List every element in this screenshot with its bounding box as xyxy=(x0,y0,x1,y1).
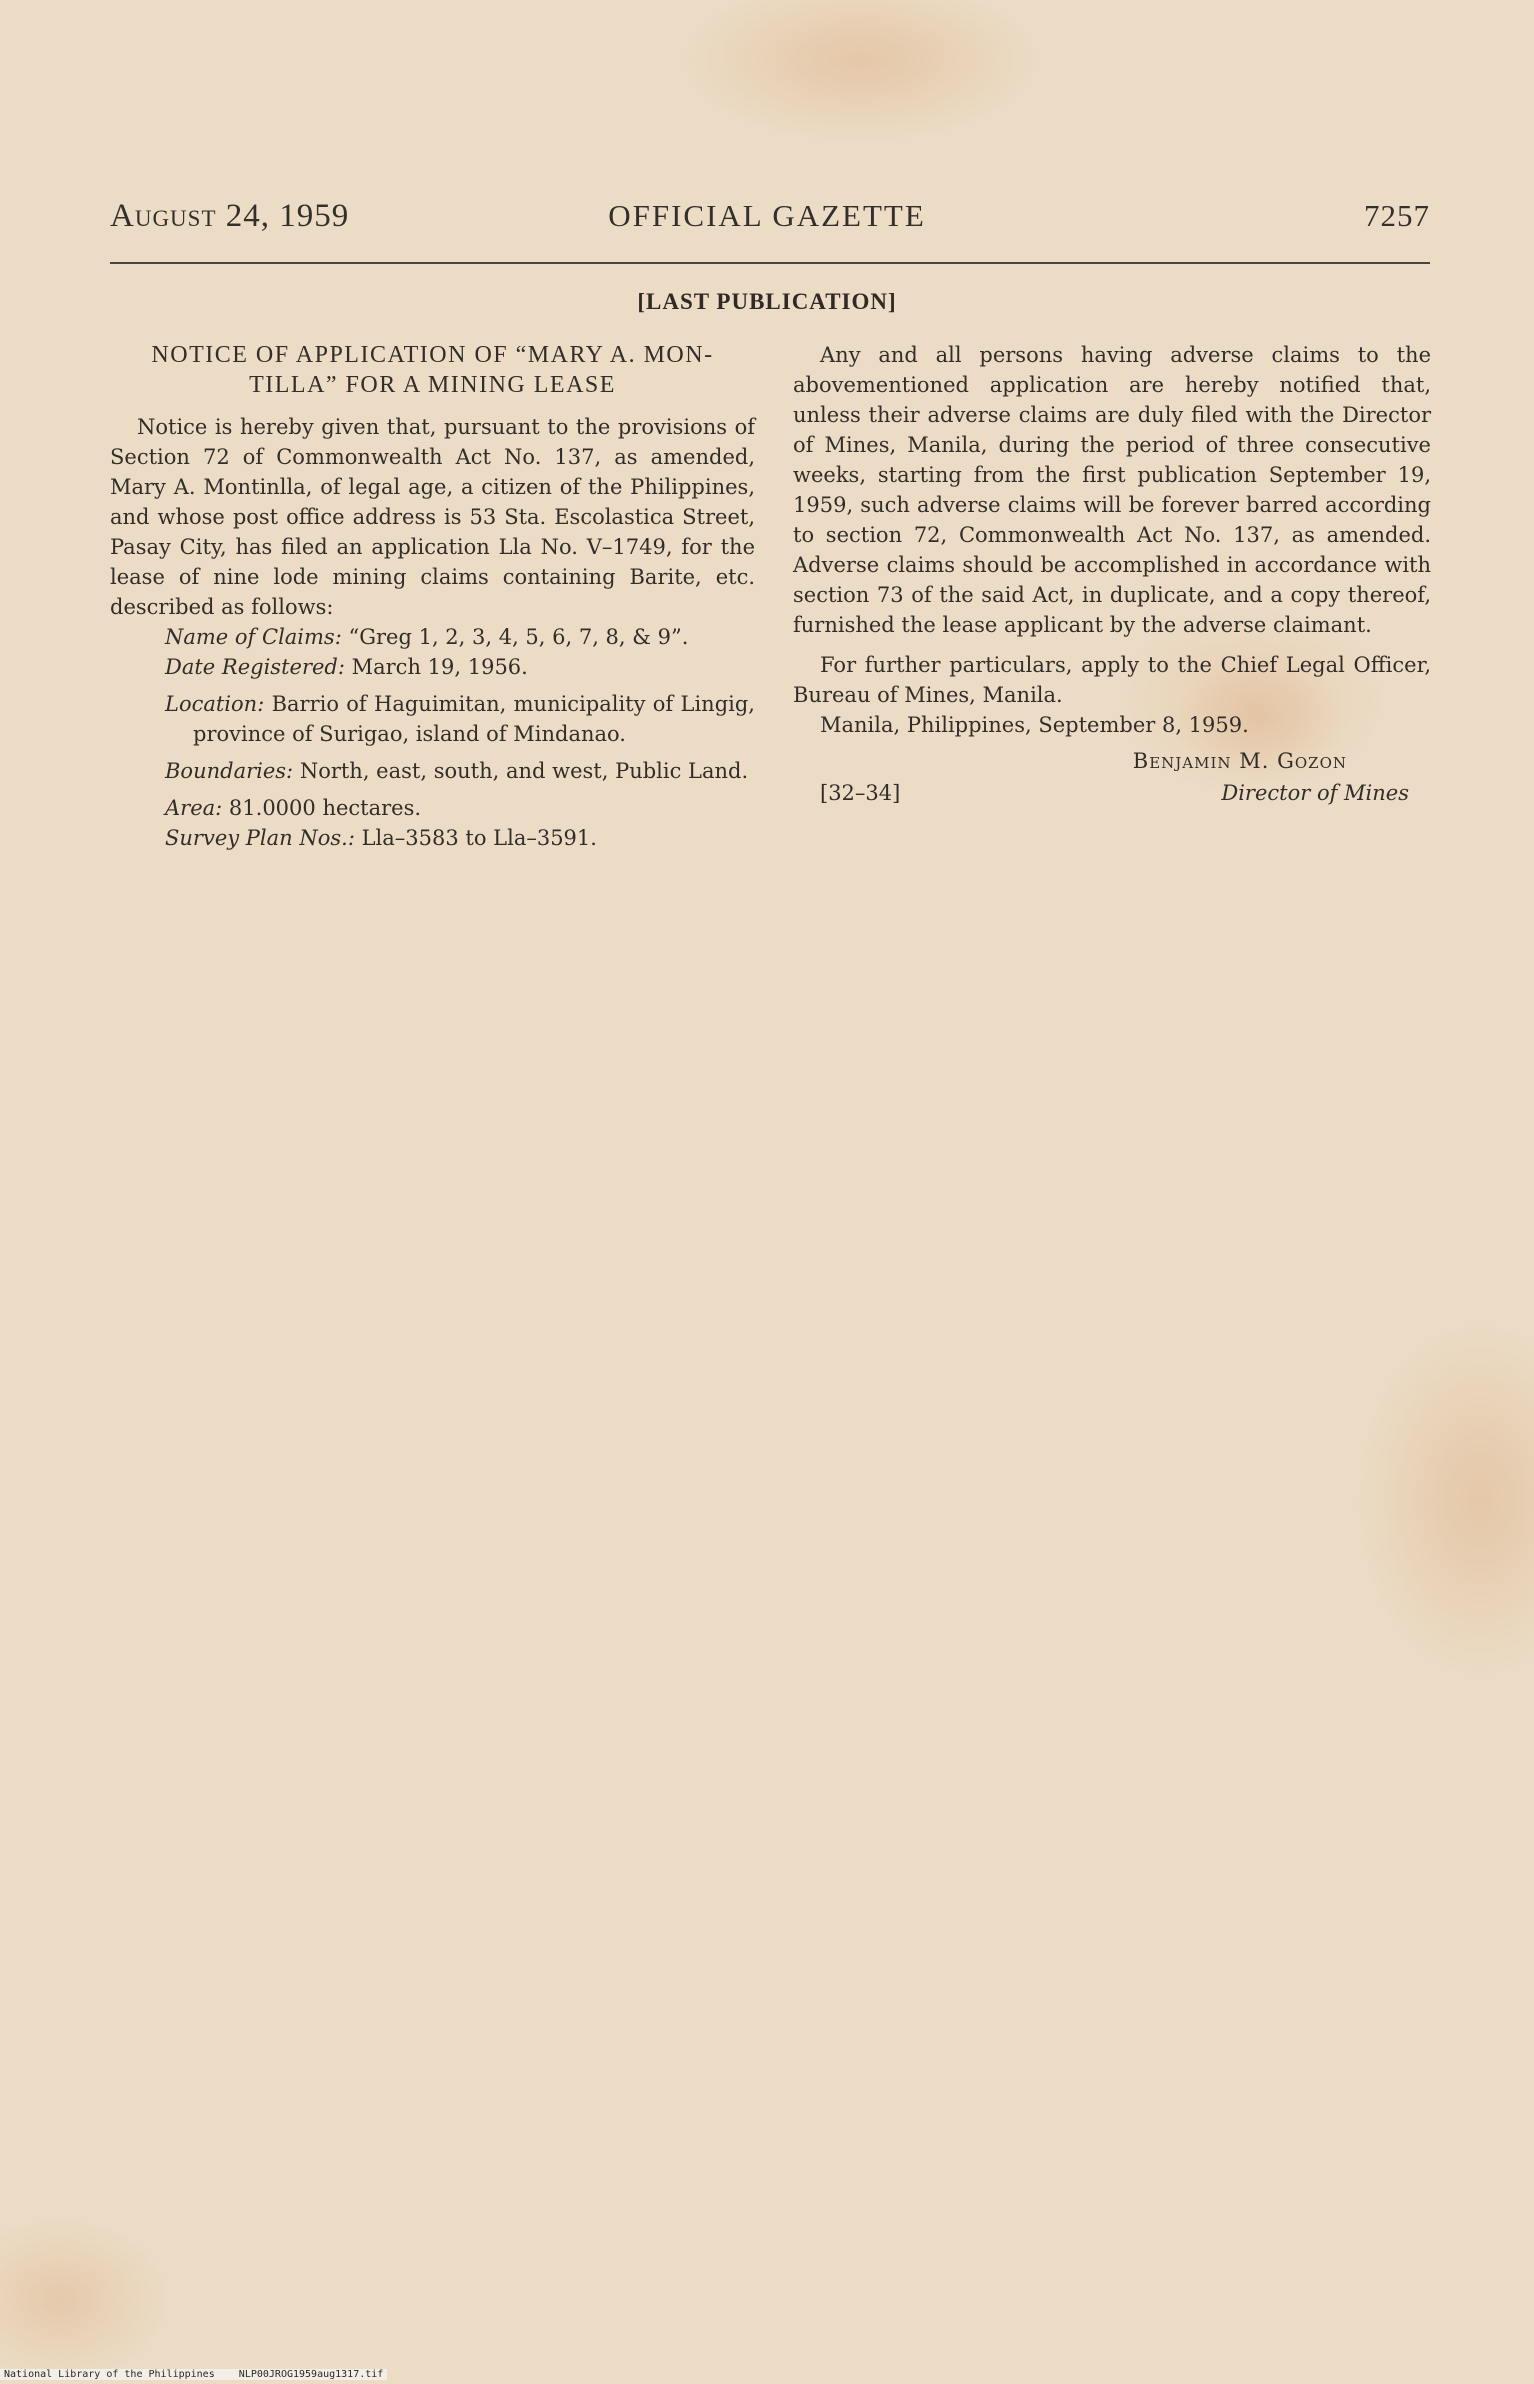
notice-intro: Notice is hereby given that, pursuant to the provisions of Section 72 of Commonwealth Act No. 137, as amended, Mary A. Montinlla, of legal age, a citizen of the Philippines, and whose post office address is 53 Sta. Escolastica Street, Pasay City, has filed an application Lla No. V–1749, for the lease of nine lode mining claims containing Barite, etc. described as follows: xyxy=(110,415,755,619)
notice-title xyxy=(110,340,755,400)
item-value: March 19, 1956. xyxy=(351,655,528,679)
item-label: Date Registered: xyxy=(165,655,345,679)
item-label: Area: xyxy=(165,796,223,820)
item-value: 81.0000 hectares. xyxy=(228,796,422,820)
right-column xyxy=(793,340,1431,808)
notice-title-line-2: TILLA” FOR A MINING LEASE xyxy=(249,372,616,398)
gazette-title: OFFICIAL GAZETTE xyxy=(608,198,926,233)
item-label: Boundaries: xyxy=(165,759,294,783)
claim-item-survey-plan xyxy=(165,823,755,853)
item-label: Location: xyxy=(165,692,265,716)
item-label: Survey Plan Nos.: xyxy=(165,826,355,850)
notice-title-line-1: NOTICE OF APPLICATION OF “MARY A. MON- xyxy=(151,342,714,368)
item-value: North, east, south, and west, Public Land. xyxy=(299,759,749,783)
left-column xyxy=(110,340,755,853)
item-value: “Greg 1, 2, 3, 4, 5, 6, 7, 8, & 9”. xyxy=(348,625,689,649)
signatory-role: Director of Mines xyxy=(1221,781,1409,805)
place-date: Manila, Philippines, September 8, 1959. xyxy=(820,713,1249,737)
claim-item-boundaries xyxy=(165,756,755,786)
claim-item-area xyxy=(165,793,755,823)
claim-item-date xyxy=(165,652,755,682)
last-publication-label: [LAST PUBLICATION] xyxy=(637,289,897,314)
item-label: Name of Claims: xyxy=(165,625,342,649)
page-number: 7257 xyxy=(1364,198,1430,233)
header-date: August 24, 1959 xyxy=(110,198,350,234)
claim-item-location xyxy=(165,689,755,749)
adverse-claims-paragraph: Any and all persons having adverse claims to the abovementioned application are hereby notified that, unless their adverse claims are duly filed with the Director of Mines, Manila, during the period of three consecutive weeks, starting from the first publication September 19, 1959, such adverse claims will be forever barred according to section 72, Commonwealth Act No. 137, as amended. Adverse claims should be accomplished in accordance with section 73 of the said Act, in duplicate, and a copy thereof, furnished the lease applicant by the adverse claimant. xyxy=(793,343,1431,637)
signatory-name: Benjamin M. Gozon xyxy=(1132,749,1347,773)
scan-footer: National Library of the Philippines NLP00JROG1959aug1317.tif xyxy=(0,2369,387,2380)
item-value: Lla–3583 to Lla–3591. xyxy=(361,826,597,850)
item-value: Barrio of Haguimitan, municipality of Lingig, province of Surigao, island of Mindanao. xyxy=(193,692,755,746)
claim-item-name xyxy=(165,622,755,652)
signature-line xyxy=(793,778,1431,808)
publication-reference: [32–34] xyxy=(820,781,901,805)
further-particulars: For further particulars, apply to the Chief Legal Officer, Bureau of Mines, Manila. xyxy=(793,653,1431,707)
header-rule xyxy=(110,262,1430,264)
